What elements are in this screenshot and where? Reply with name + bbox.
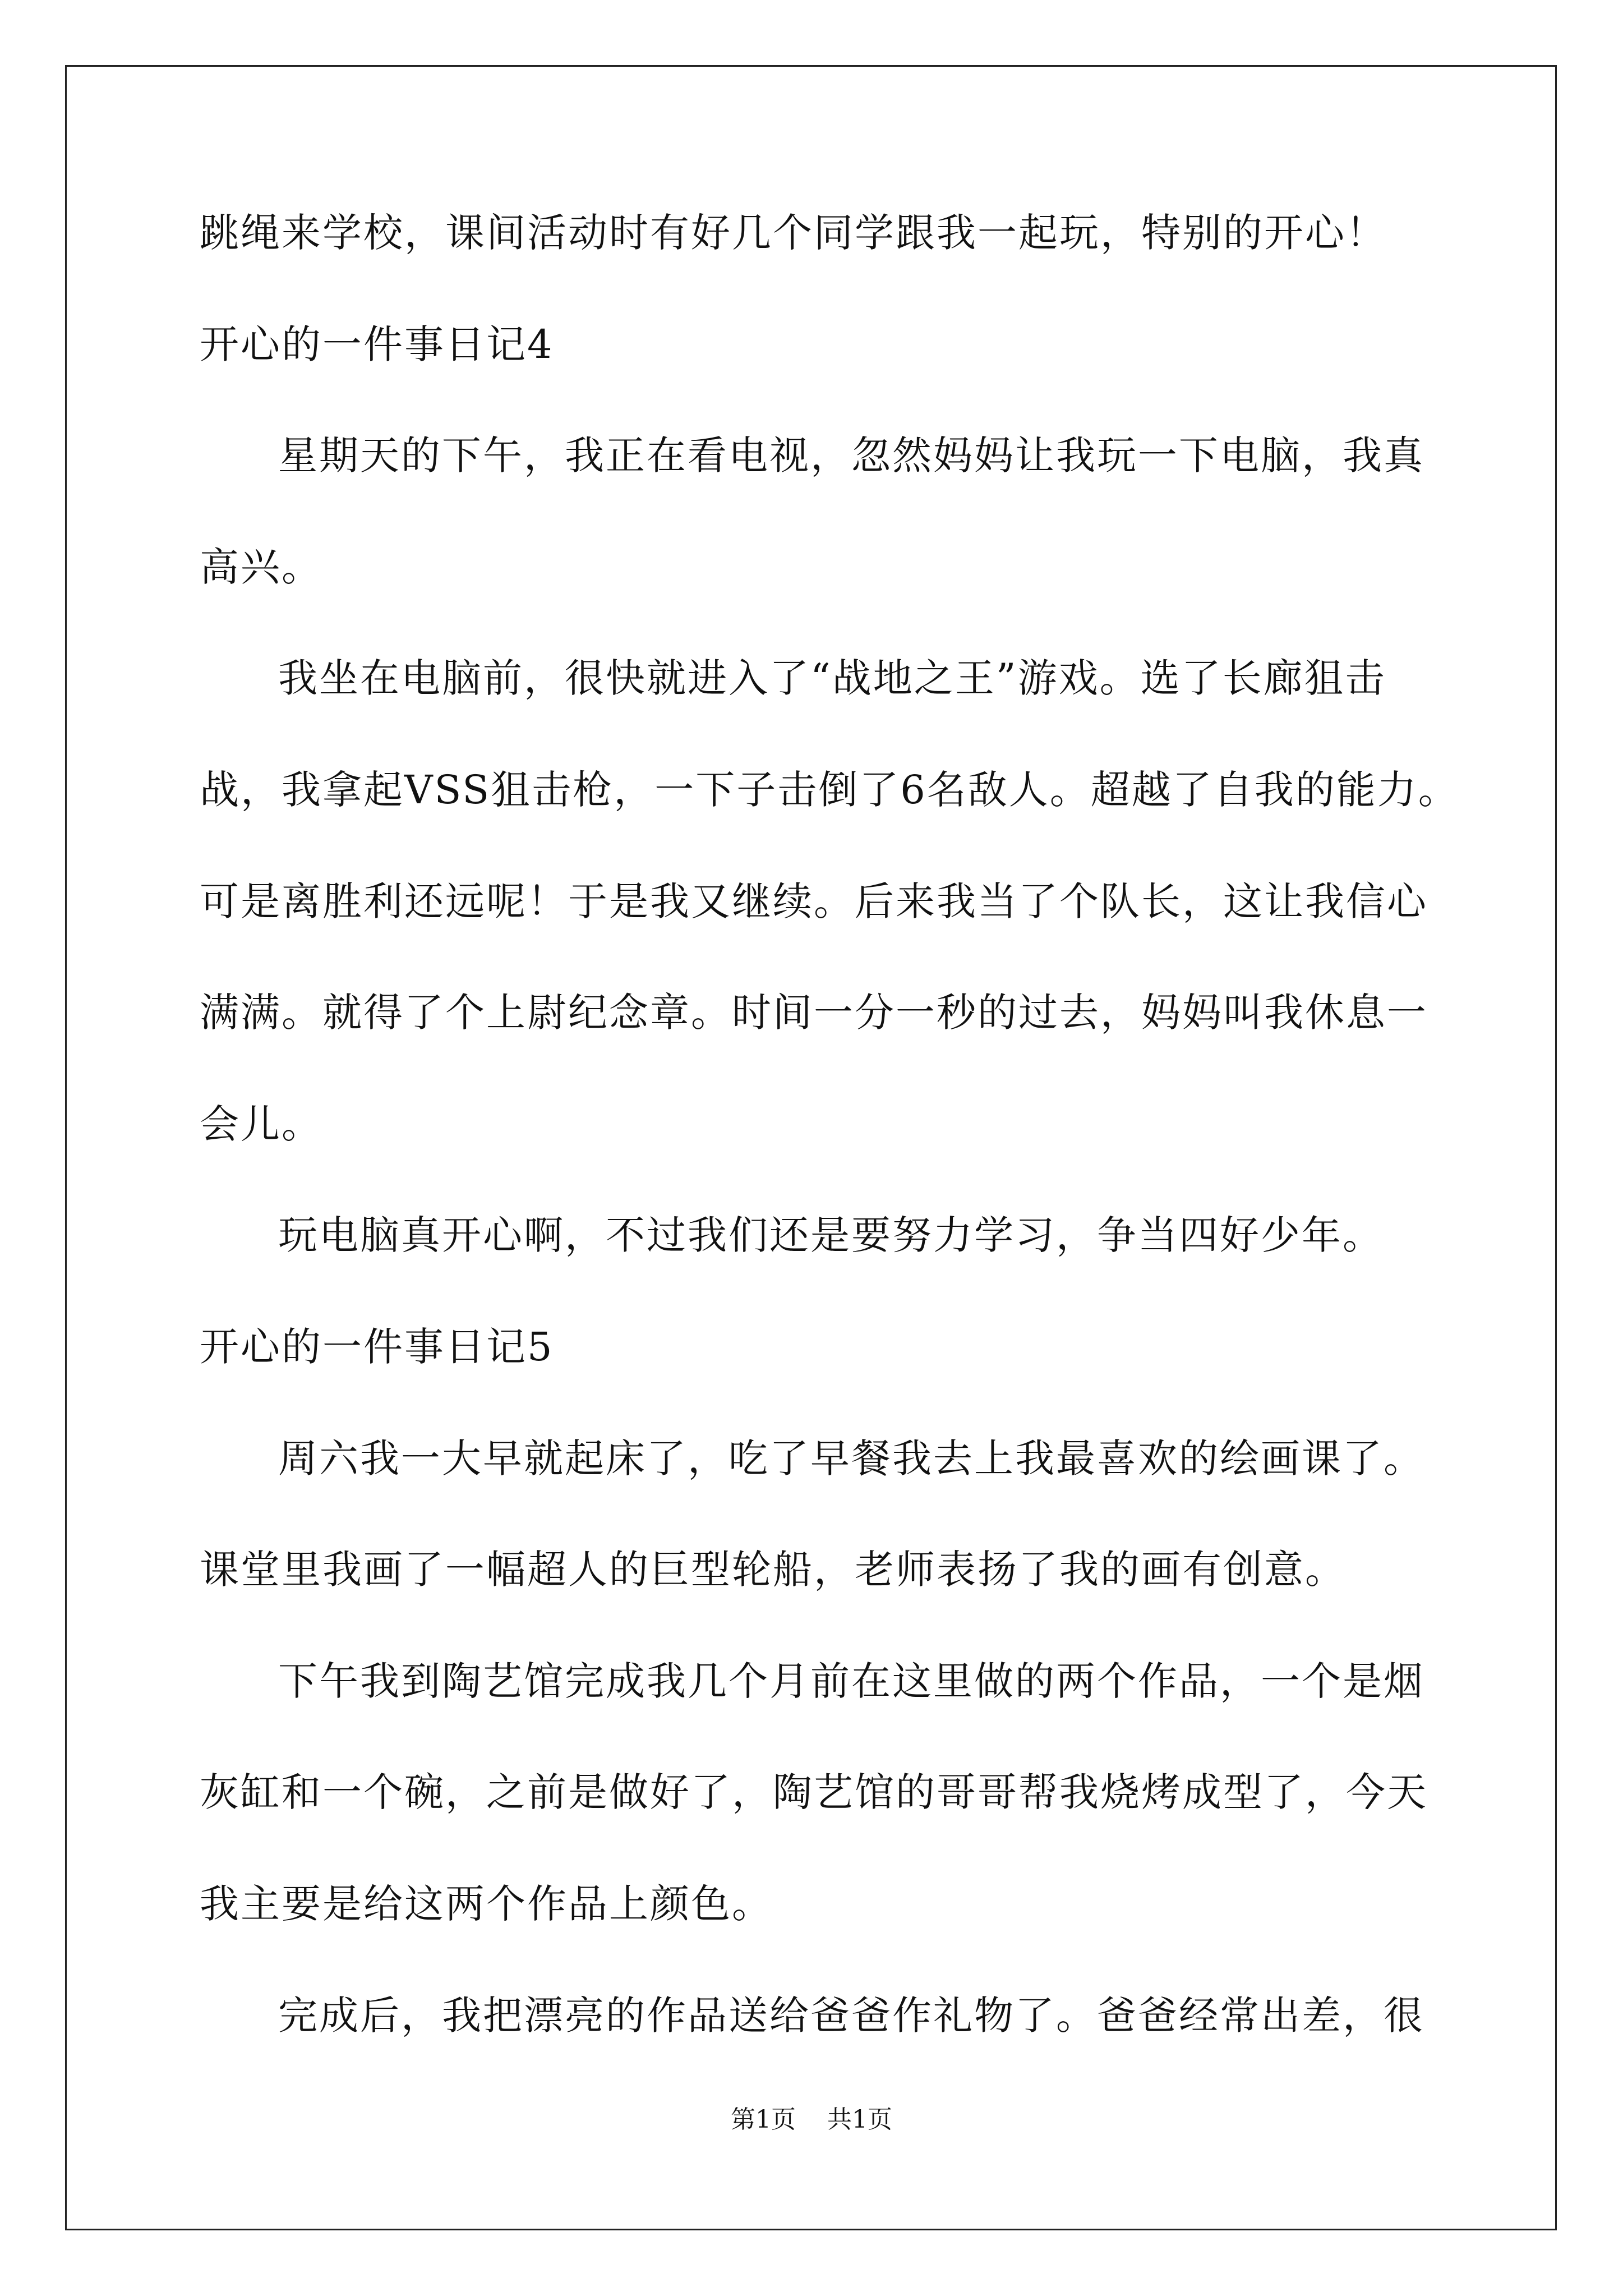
paragraph-line: 下午我到陶艺馆完成我几个月前在这里做的两个作品，一个是烟 [278, 1658, 1424, 1704]
paragraph-line: 星期天的下午，我正在看电视，忽然妈妈让我玩一下电脑，我真 [278, 432, 1424, 479]
paragraph-line: 我坐在电脑前，很快就进入了“战地之王”游戏。选了长廊狙击 [278, 655, 1386, 702]
paragraph-line: 完成后，我把漂亮的作品送给爸爸作礼物了。爸爸经常出差，很 [278, 1992, 1424, 2039]
text-line: 跳绳来学校，课间活动时有好几个同学跟我一起玩，特别的开心！ [200, 210, 1387, 256]
text-line: 灰缸和一个碗，之前是做好了，陶艺馆的哥哥帮我烧烤成型了，今天 [200, 1769, 1428, 1816]
text-line: 高兴。 [200, 544, 322, 590]
section-heading: 开心的一件事日记4 [200, 321, 554, 367]
text-line: 战，我拿起VSS狙击枪，一下子击倒了6名敌人。超越了自我的能力。 [200, 766, 1459, 813]
text-line: 会儿。 [200, 1101, 322, 1147]
text-line: 可是离胜利还远呢！于是我又继续。后来我当了个队长，这让我信心 [200, 878, 1428, 924]
text-line: 满满。就得了个上尉纪念章。时间一分一秒的过去，妈妈叫我休息一 [200, 990, 1428, 1036]
text-line: 课堂里我画了一幅超人的巨型轮船，老师表扬了我的画有创意。 [200, 1547, 1346, 1593]
page-footer: 第1页 共1页 [731, 2105, 892, 2134]
text-line: 我主要是给这两个作品上颜色。 [200, 1880, 773, 1927]
paragraph-line: 周六我一大早就起床了，吃了早餐我去上我最喜欢的绘画课了。 [278, 1435, 1424, 1481]
section-heading: 开心的一件事日记5 [200, 1323, 554, 1370]
document-body [200, 210, 1459, 2107]
paragraph-line: 玩电脑真开心啊，不过我们还是要努力学习，争当四好少年。 [278, 1212, 1384, 1259]
